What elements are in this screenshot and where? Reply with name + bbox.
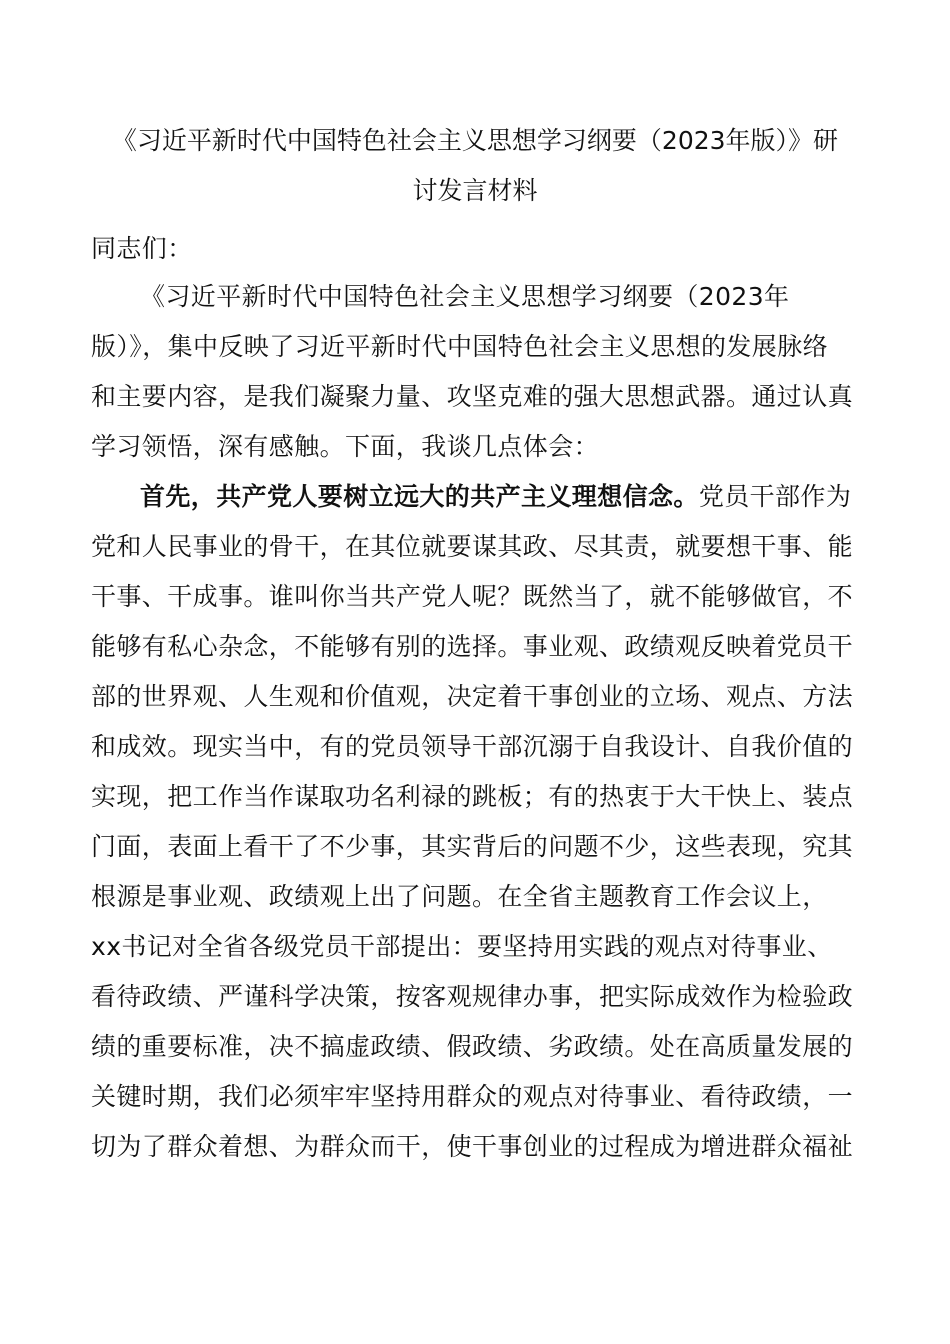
paragraph1-line-1: 《习近平新时代中国特色社会主义思想学习纲要（2023年 [140, 282, 790, 311]
paragraph1-line-3: 和主要内容，是我们凝聚力量、攻坚克难的强大思想武器。通过认真 [91, 382, 854, 411]
salutation: 同志们： [91, 234, 193, 263]
paragraph1-line-4: 学习领悟，深有感触。下面，我谈几点体会： [91, 432, 600, 461]
paragraph2-line-8: 门面，表面上看干了不少事，其实背后的问题不少，这些表现，究其 [91, 832, 854, 861]
paragraph2-line-11: 看待政绩、严谨科学决策，按客观规律办事，把实际成效作为检验政 [91, 982, 854, 1011]
paragraph2-line-3: 干事、干成事。谁叫你当共产党人呢？既然当了，就不能够做官，不 [91, 582, 854, 611]
paragraph2-line-2: 党和人民事业的骨干，在其位就要谋其政、尽其责，就要想干事、能 [91, 532, 854, 561]
paragraph1-line-2: 版）》，集中反映了习近平新时代中国特色社会主义思想的发展脉络 [91, 332, 829, 361]
paragraph2-first-line [140, 480, 851, 514]
paragraph2-first-line-rest: 党员干部作为 [698, 482, 852, 511]
paragraph2-line-9: 根源是事业观、政绩观上出了问题。在全省主题教育工作会议上， [91, 882, 828, 911]
paragraph2-line-6: 和成效。现实当中，有的党员领导干部沉溺于自我设计、自我价值的 [91, 732, 854, 761]
paragraph2-line-10: xx书记对全省各级党员干部提出：要坚持用实践的观点对待事业、 [91, 932, 833, 961]
paragraph2-line-4: 能够有私心杂念，不能够有别的选择。事业观、政绩观反映着党员干 [91, 632, 854, 661]
paragraph2-line-14: 切为了群众着想、为群众而干，使干事创业的过程成为增进群众福祉 [91, 1132, 854, 1161]
paragraph2-line-13: 关键时期，我们必须牢牢坚持用群众的观点对待事业、看待政绩，一 [91, 1082, 854, 1111]
paragraph2-line-5: 部的世界观、人生观和价值观，决定着干事创业的立场、观点、方法 [91, 682, 854, 711]
paragraph2-heading: 首先，共产党人要树立远大的共产主义理想信念。 [140, 482, 699, 511]
paragraph2-line-7: 实现，把工作当作谋取功名利禄的跳板；有的热衷于大干快上、装点 [91, 782, 854, 811]
paragraph2-line-12: 绩的重要标准，决不搞虚政绩、假政绩、劣政绩。处在高质量发展的 [91, 1032, 854, 1061]
document-title-line-1: 《习近平新时代中国特色社会主义思想学习纲要（2023年版）》研 [111, 126, 839, 155]
document-title-line-2: 讨发言材料 [412, 176, 538, 205]
